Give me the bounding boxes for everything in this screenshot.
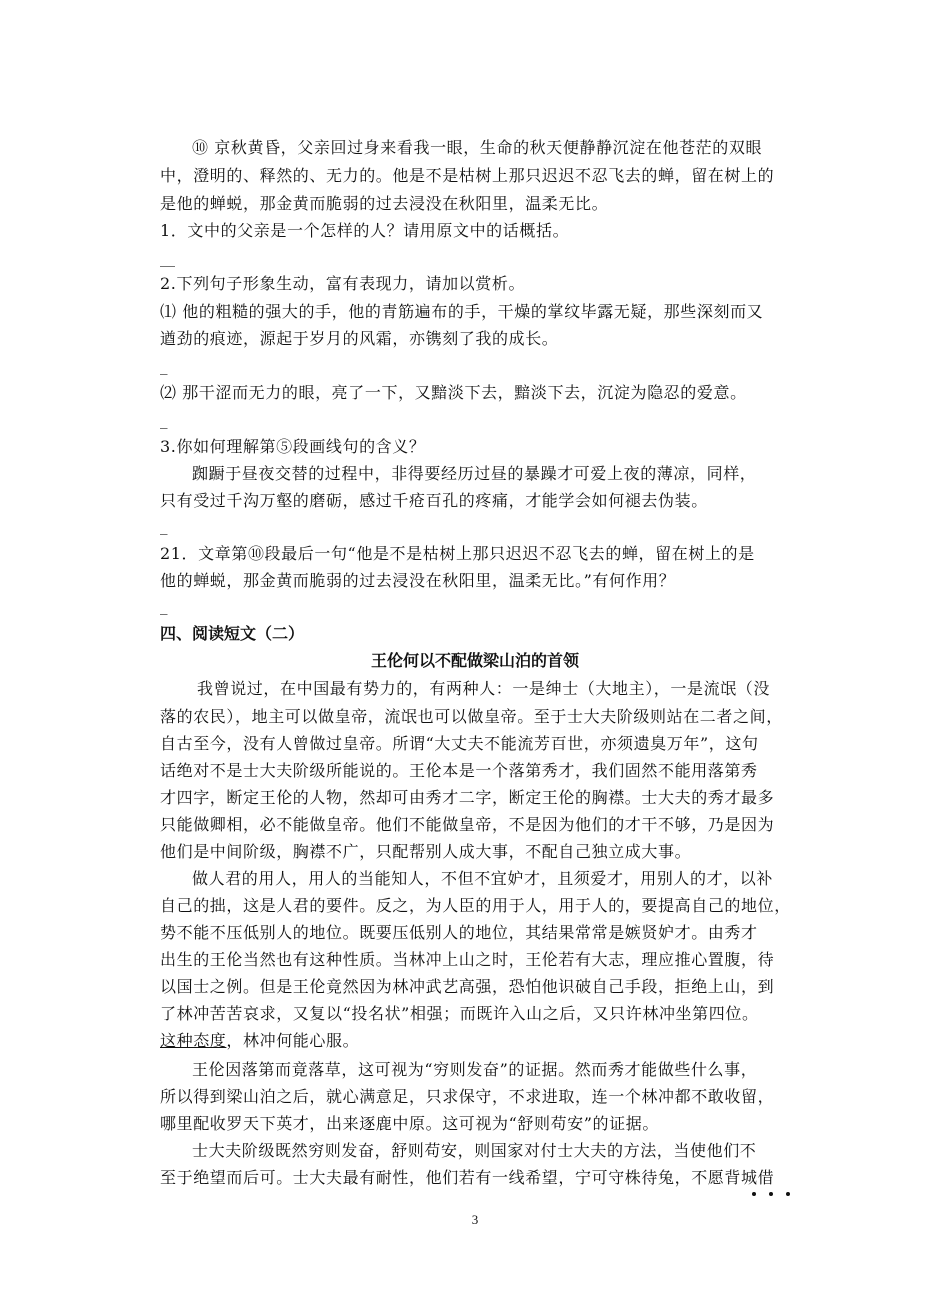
essay-paragraph-2-line-4: 出生的王伦当然也有这种性质。当林冲上山之时，王伦若有大志，理应推心置腹，待: [160, 950, 775, 969]
emphasis-dot: [752, 1192, 756, 1196]
paragraph-10-line-3: 是他的蝉蜕，那金黄而脆弱的过去浸没在秋阳里，温柔无比。: [160, 194, 609, 213]
answer-blank-3: _: [160, 411, 168, 429]
paragraph-10-line-2: 中，澄明的、释然的、无力的。他是不是枯树上那只迟迟不忍飞去的蝉，留在树上的: [160, 166, 775, 185]
essay-paragraph-2-line-3: 势不能不压低别人的地位。既要压低别人的地位，其结果常常是嫉贤妒才。由秀才: [160, 923, 758, 942]
answer-blank-2: _: [160, 357, 168, 375]
essay-paragraph-1-line-4: 话绝对不是士大夫阶级所能说的。王伦本是一个落第秀才，我们固然不能用落第秀: [160, 761, 758, 780]
page-number: 3: [471, 1212, 479, 1227]
essay-paragraph-1-line-7: 他们是中间阶级，胸襟不广，只配帮别人成大事，不配自己独立成大事。: [160, 842, 692, 861]
question-21-line-1: 21．文章第⑩段最后一句“他是不是枯树上那只迟迟不忍飞去的蝉，留在树上的是: [160, 544, 755, 563]
emphasis-dot: [769, 1192, 773, 1196]
essay-paragraph-3-line-1: 王伦因落第而竟落草，这可视为“穷则发奋”的证据。然而秀才能做些什么事，: [192, 1060, 758, 1079]
answer-blank-5: _: [160, 597, 168, 615]
question-2-1-line-2: 遒劲的痕迹，源起于岁月的风霜，亦镌刻了我的成长。: [160, 329, 559, 348]
essay-paragraph-2-line-6: 了林冲苦苦哀求，又复以“投名状”相强；而既许入山之后，又只许林冲坐第四位。: [160, 1004, 759, 1023]
essay-paragraph-4-line-1: 士大夫阶级既然穷则发奋，舒则苟安，则国家对付士大夫的方法，当使他们不: [192, 1141, 757, 1160]
question-1: 1．文中的父亲是一个怎样的人？请用原文中的话概括。: [160, 221, 570, 240]
answer-blank-1: __: [160, 249, 175, 267]
underlined-phrase: 这种态度: [160, 1031, 227, 1050]
question-2: 2.下列句子形象生动，富有表现力，请加以赏析。: [160, 274, 526, 293]
answer-blank-4: _: [160, 517, 168, 535]
question-2-1-line-1: ⑴ 他的粗糙的强大的手，他的青筋遍布的手，干燥的掌纹毕露无疑，那些深刻而又: [160, 302, 764, 321]
question-3-text-line-2: 只有受过千沟万壑的磨砺，感过千疮百孔的疼痛，才能学会如何褪去伪装。: [160, 491, 708, 510]
essay-paragraph-2-line-5: 以国士之例。但是王伦竟然因为林冲武艺高强，恐怕他识破自己手段，拒绝上山，到: [160, 977, 775, 996]
essay-paragraph-1-line-6: 只能做卿相，必不能做皇帝。他们不能做皇帝，不是因为他们的才干不够，乃是因为: [160, 815, 775, 834]
emphasis-dot: [786, 1192, 790, 1196]
essay-paragraph-2-line-7: [160, 1027, 810, 1054]
essay-paragraph-4-line-2: 至于绝望而后可。士大夫最有耐性，他们若有一线希望，宁可守株待兔，不愿背城借: [160, 1168, 775, 1187]
essay-paragraph-1-line-3: 自古至今，没有人曾做过皇帝。所谓“大丈夫不能流芳百世，亦须遗臭万年”，这句: [160, 734, 759, 753]
question-3-text-line-1: 踟蹰于昼夜交替的过程中，非得要经历过昼的暴躁才可爱上夜的薄凉，同样，: [192, 464, 757, 483]
essay-paragraph-3-line-2: 所以得到梁山泊之后，就心满意足，只求保守，不求进取，连一个林冲都不敢收留，: [160, 1087, 775, 1106]
question-3: 3.你如何理解第⑤段画线句的含义？: [160, 437, 426, 456]
essay-paragraph-1-line-1: 我曾说过，在中国最有势力的，有两种人：一是绅士（大地主），一是流氓（没: [197, 679, 771, 698]
question-2-2: ⑵ 那干涩而无力的眼，亮了一下，又黯淡下去，黯淡下去，沉淀为隐忍的爱意。: [160, 383, 747, 402]
essay-paragraph-2-line-7-tail: ，林冲何能心服。: [226, 1031, 360, 1050]
section-heading: 四、阅读短文（二）: [160, 624, 305, 643]
essay-title: 王伦何以不配做梁山泊的首领: [370, 651, 579, 670]
essay-paragraph-3-line-3: 哪里配收罗天下英才，出来逐鹿中原。这可视为“舒则苟安”的证据。: [160, 1114, 659, 1133]
essay-paragraph-2-line-2: 自己的拙，这是人君的要件。反之，为人臣的用于人，用于人的，要提高自己的地位，: [160, 896, 791, 915]
essay-paragraph-2-line-1: 做人君的用人，用人的当能知人，不但不宜妒才，且须爱才，用别人的才，以补: [192, 869, 774, 888]
paragraph-10-line-1: ⑩ 京秋黄昏，父亲回过身来看我一眼，生命的秋天便静静沉淀在他苍茫的双眼: [192, 138, 763, 157]
essay-paragraph-1-line-2: 落的农民），地主可以做皇帝，流氓也可以做皇帝。至于士大夫阶级则站在二者之间，: [160, 707, 783, 726]
essay-paragraph-1-line-5: 才四字，断定王伦的人物，然却可由秀才二字，断定王伦的胸襟。士大夫的秀才最多: [160, 788, 775, 807]
question-21-line-2: 他的蝉蜕，那金黄而脆弱的过去浸没在秋阳里，温柔无比。”有何作用？: [160, 571, 676, 590]
